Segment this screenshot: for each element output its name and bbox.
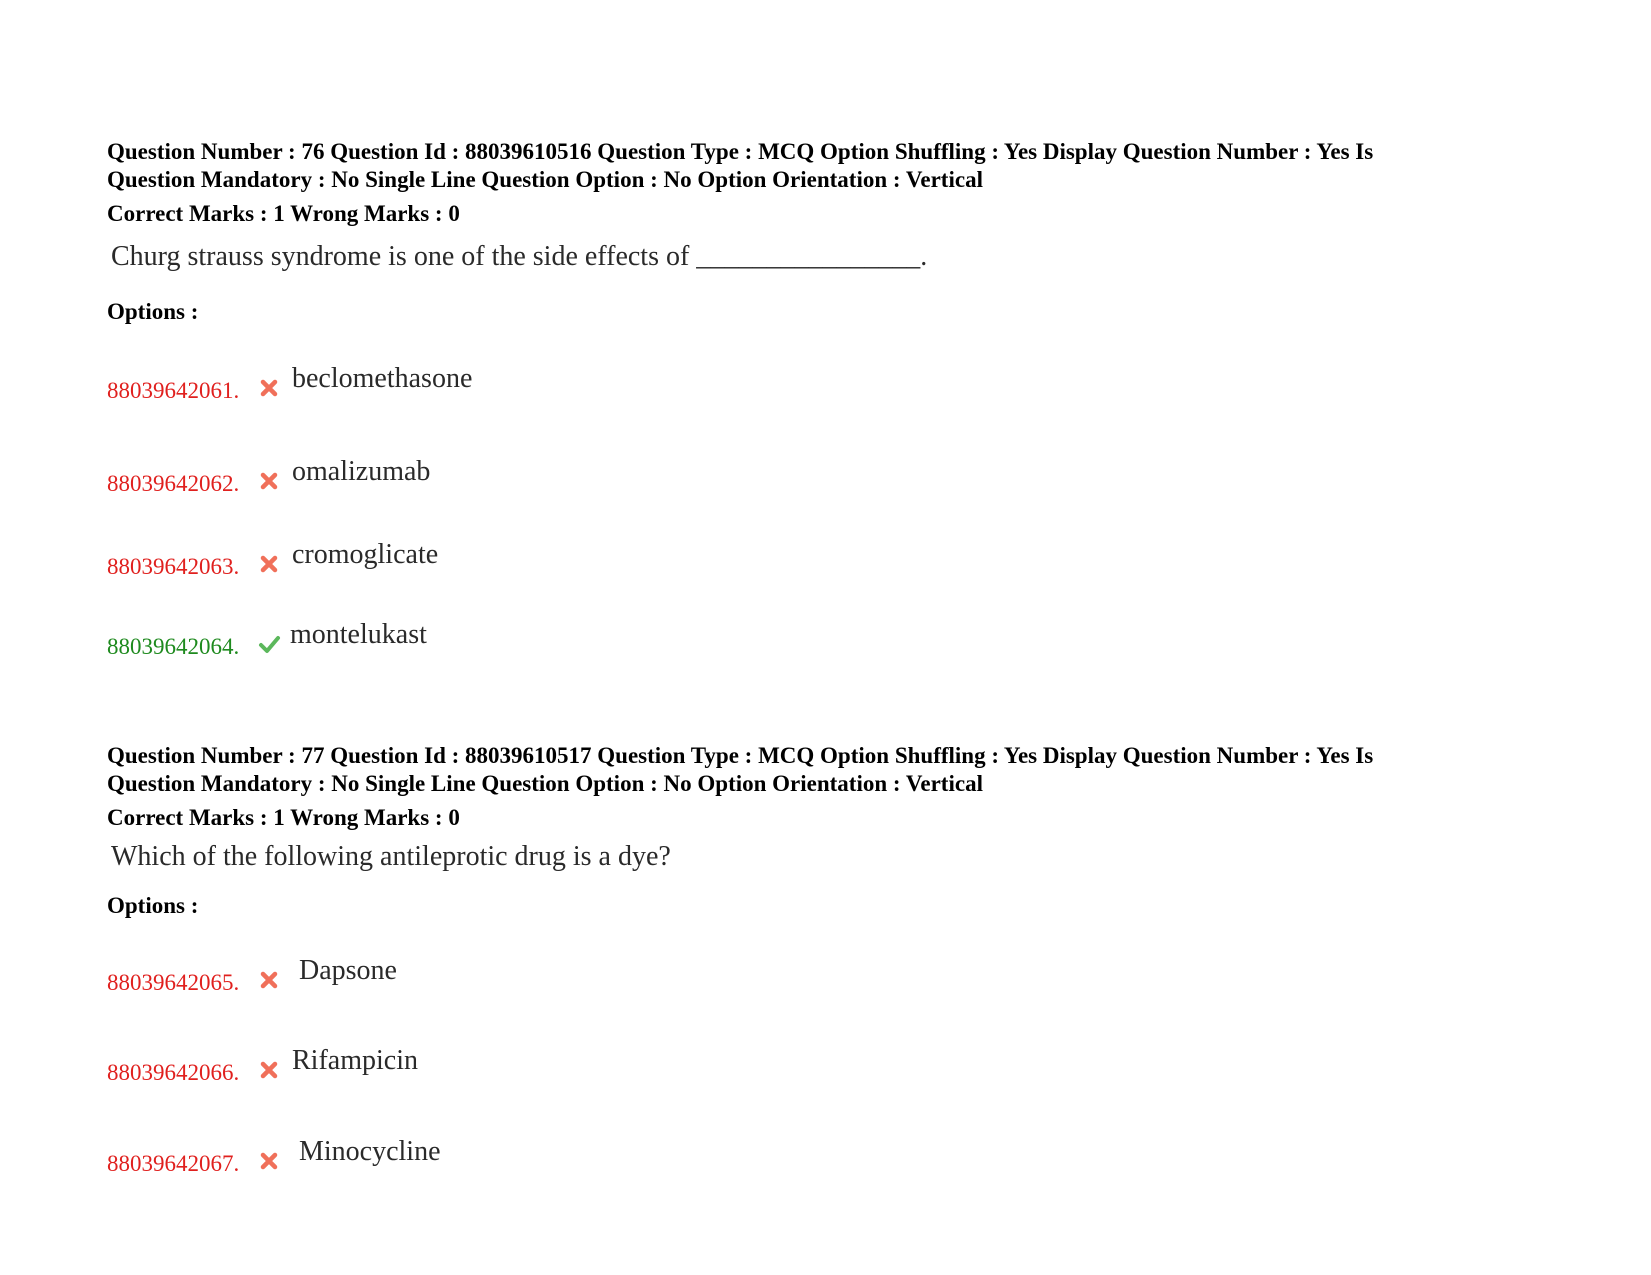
option-text: beclomethasone [292,363,473,394]
option-text: omalizumab [292,456,431,487]
check-icon [257,634,281,654]
option-id: 88039642062. [107,471,240,496]
question-76 [107,138,1557,660]
option-row [107,540,1557,580]
option-row [107,620,1557,660]
options-label: Options : [107,299,199,324]
option-id: 88039642067. [107,1151,240,1176]
option-text: Minocycline [299,1136,441,1167]
option-row [107,364,1557,404]
option-text: Rifampicin [292,1045,418,1076]
cross-icon [259,554,279,574]
option-row [107,956,1557,996]
question-text: Churg strauss syndrome is one of the side effects of ________________. [111,241,928,272]
question-meta [107,742,1557,798]
option-text: cromoglicate [292,539,439,570]
option-id: 88039642065. [107,970,240,995]
cross-icon [259,471,279,491]
cross-icon [259,1151,279,1171]
option-text: Dapsone [299,955,397,986]
question-77 [107,742,1557,1177]
option-id: 88039642061. [107,378,240,403]
question-marks: Correct Marks : 1 Wrong Marks : 0 [107,201,460,226]
option-id: 88039642063. [107,554,240,579]
question-meta [107,138,1557,194]
question-text: Which of the following antileprotic drug is a dye? [111,841,671,872]
question-meta-line-2: Question Mandatory : No Single Line Question Option : No Option Orientation : Vertical [107,167,983,192]
option-row [107,457,1557,497]
option-row [107,1137,1557,1177]
option-row [107,1046,1557,1086]
question-meta-line-2: Question Mandatory : No Single Line Question Option : No Option Orientation : Vertical [107,771,983,796]
option-id: 88039642066. [107,1060,240,1085]
question-meta-line-1: Question Number : 77 Question Id : 88039610517 Question Type : MCQ Option Shuffling : Yes Display Question Number : Yes Is [107,743,1374,768]
question-marks: Correct Marks : 1 Wrong Marks : 0 [107,805,460,830]
option-id: 88039642064. [107,634,240,659]
option-text: montelukast [290,619,427,650]
cross-icon [259,378,279,398]
cross-icon [259,970,279,990]
question-meta-line-1: Question Number : 76 Question Id : 88039610516 Question Type : MCQ Option Shuffling : Yes Display Question Number : Yes Is [107,139,1374,164]
cross-icon [259,1060,279,1080]
options-label: Options : [107,893,199,918]
